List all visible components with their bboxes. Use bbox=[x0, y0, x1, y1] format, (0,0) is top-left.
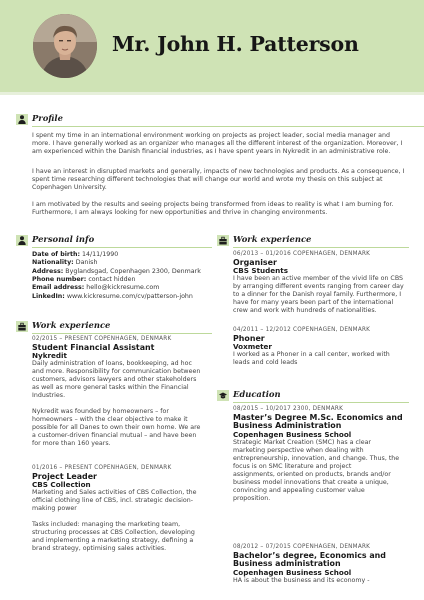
entry-degree: Business administration bbox=[233, 559, 341, 569]
entry-degree: Business Administration bbox=[233, 421, 342, 431]
person-icon bbox=[16, 114, 28, 125]
info-value: 14/11/1990 bbox=[82, 251, 119, 258]
info-label: Nationality: bbox=[32, 259, 74, 267]
work-experience-rule bbox=[233, 247, 409, 248]
info-row bbox=[32, 259, 222, 267]
description-line: as well as more general tasks within the Financial bbox=[32, 384, 189, 392]
info-label: Date of birth: bbox=[32, 251, 80, 258]
personal-info-rule bbox=[32, 247, 212, 248]
personal-info-list bbox=[32, 251, 222, 301]
entry-description bbox=[32, 489, 222, 513]
entry-date: 06/2013 – 01/2016 COPENHAGEN, DENMARK bbox=[233, 251, 371, 257]
description-line: leads and cold leads bbox=[233, 359, 298, 367]
description-line: and more. Responsibility for communication between bbox=[32, 368, 201, 376]
work-entry bbox=[32, 465, 222, 553]
description-line: and implementing a marketing strategy, defining a bbox=[32, 537, 194, 545]
candidate-name: Mr. John H. Patterson bbox=[112, 32, 359, 56]
entry-degree: Master’s Degree M.Sc. Economics and bbox=[233, 412, 403, 422]
description-line: brand strategy, optimising sales activities. bbox=[32, 545, 167, 553]
description-line: Marketing and Sales activities of CBS Collection, the bbox=[32, 489, 197, 497]
entry-institution: Copenhagen Business School bbox=[233, 567, 352, 577]
description-line: for more than 160 years. bbox=[32, 440, 111, 448]
description-line: making power bbox=[32, 505, 77, 513]
info-label: Email address: bbox=[32, 284, 85, 292]
entry-organization: CBS Collection bbox=[32, 480, 91, 490]
description-line: Industries. bbox=[32, 392, 66, 400]
description-line: Tasks included: managing the marketing team, bbox=[32, 521, 181, 529]
description-line: by arranging different events ranging from career day bbox=[233, 283, 404, 291]
entry-date: 04/2011 – 12/2012 COPENHAGEN, DENMARK bbox=[233, 327, 371, 333]
work-experience-rule bbox=[32, 333, 212, 334]
description-line: Nykredit was founded by homeowners – for bbox=[32, 408, 169, 416]
profile-line: I am motivated by the results and seeing projects being transformed from ideas to reality is what I am burning for. bbox=[32, 201, 394, 208]
info-row bbox=[32, 268, 222, 276]
entry-role: Project Leader bbox=[32, 471, 97, 481]
entry-degree: Bachelor’s degree, Economics and bbox=[233, 550, 386, 560]
description-line: business model innovations that create a unique, bbox=[233, 478, 389, 486]
profile-line: I have an interest in disrupted markets and generally, impacts of new technologies and products. As a consequence, I bbox=[32, 168, 405, 175]
description-line: I worked as a Phoner in a call center, worked with bbox=[233, 351, 390, 359]
graduation-cap-icon bbox=[217, 390, 229, 401]
profile-line: more. I have generally worked as an organizer who manages all the different interest of the organization. Moreover, I bbox=[32, 140, 403, 147]
description-line: official clothing line of CBS, incl. strategic decision- bbox=[32, 497, 194, 505]
info-row bbox=[32, 284, 222, 292]
info-label: Address: bbox=[32, 267, 64, 275]
work-experience-title: Work experience bbox=[32, 320, 111, 330]
profile-line: I spent my time in an international environment working on projects as project leader, social media manager and bbox=[32, 132, 390, 139]
entry-date: 08/2012 – 07/2015 COPENHAGEN, DENMARK bbox=[233, 544, 371, 550]
description-line: crew and work with hundreds of nationalities. bbox=[233, 307, 377, 315]
info-value: contact hidden bbox=[88, 276, 136, 284]
entry-role: Student Financial Assistant bbox=[32, 342, 155, 352]
description-line: entrepreneurship, innovation, and change. Thus, the bbox=[233, 454, 400, 462]
entry-organization: CBS Students bbox=[233, 266, 289, 276]
profile-line: Furthermore, I am always looking for new opportunities and thrive in changing environments. bbox=[32, 209, 328, 216]
briefcase-icon bbox=[16, 321, 28, 332]
profile-paragraph bbox=[32, 201, 412, 217]
briefcase-icon bbox=[217, 235, 229, 246]
entry-date: 01/2016 – PRESENT COPENHAGEN, DENMARK bbox=[32, 465, 172, 471]
description-line: homeowners – with the clear objective to make it bbox=[32, 416, 188, 424]
entry-date: 08/2015 – 10/2017 2300, DENMARK bbox=[233, 406, 344, 412]
description-line: marketing perspective when dealing with bbox=[233, 446, 364, 454]
description-line: Strategic Market Creation (SMC) has a clear bbox=[233, 438, 372, 446]
entry-organization: Nykredit bbox=[32, 351, 67, 361]
entry-description bbox=[233, 275, 413, 315]
entry-role: Organiser bbox=[233, 257, 277, 267]
description-line: a customer-driven financial mutual – and have been bbox=[32, 432, 197, 440]
profile-paragraph bbox=[32, 132, 412, 156]
info-value: Danish bbox=[75, 259, 98, 267]
header-divider bbox=[0, 92, 424, 95]
info-label: LinkedIn: bbox=[32, 292, 65, 300]
profile-paragraph bbox=[32, 168, 412, 192]
education-entry bbox=[233, 544, 413, 585]
info-label: Phone number: bbox=[32, 276, 87, 284]
description-line: I have been an active member of the vivid life on CBS bbox=[233, 275, 404, 283]
header-banner bbox=[0, 0, 424, 92]
info-row bbox=[32, 251, 222, 259]
avatar bbox=[33, 14, 97, 78]
entry-description bbox=[233, 577, 413, 585]
entry-organization: Voxmeter bbox=[233, 342, 272, 352]
description-line: HA is about the business and its economy - bbox=[233, 576, 370, 584]
profile-line: spent time researching different technologies that will change our world and wrote my thesis on this subject at bbox=[32, 176, 383, 183]
description-line: assignments, oriented on products, brands and/or bbox=[233, 470, 391, 478]
work-experience-title: Work experience bbox=[233, 234, 312, 244]
description-line: proposition. bbox=[233, 494, 271, 502]
entry-description bbox=[32, 408, 222, 448]
description-line: convincing and appealing customer value bbox=[233, 486, 365, 494]
description-line: to a dinner for the Danish royal family. Furthermore, I bbox=[233, 291, 402, 299]
profile-rule bbox=[32, 126, 424, 127]
work-entry bbox=[233, 251, 413, 315]
education-rule bbox=[233, 402, 409, 403]
entry-description bbox=[32, 521, 222, 553]
entry-description bbox=[233, 439, 413, 503]
portrait-photo bbox=[33, 14, 97, 78]
profile-line: Copenhagen University. bbox=[32, 184, 107, 191]
person-icon bbox=[16, 235, 28, 246]
education-title: Education bbox=[233, 389, 281, 399]
description-line: structuring processes at CBS Collection, developing bbox=[32, 529, 195, 537]
education-entry bbox=[233, 406, 413, 503]
profile-title: Profile bbox=[32, 113, 63, 123]
personal-info-title: Personal info bbox=[32, 234, 95, 244]
description-line: Daily administration of loans, bookkeeping, ad hoc bbox=[32, 360, 192, 368]
work-entry bbox=[233, 327, 413, 367]
description-line: possible for all Danes to own their own home. We are bbox=[32, 424, 201, 432]
info-row bbox=[32, 293, 222, 301]
work-entry bbox=[32, 336, 222, 448]
description-line: focus is on SMC literature and project bbox=[233, 462, 352, 470]
entry-date: 02/2015 – PRESENT COPENHAGEN, DENMARK bbox=[32, 336, 172, 342]
info-value: Byglandsgad, Copenhagen 2300, Denmark bbox=[65, 267, 201, 275]
entry-role: Phoner bbox=[233, 333, 265, 343]
profile-line: am experienced within the Danish financial industries, as I have spent years in Nykredit in an administrative role. bbox=[32, 148, 391, 155]
description-line: customers, advisors lawyers and other stakeholders bbox=[32, 376, 197, 384]
entry-description bbox=[233, 351, 413, 367]
info-value: www.kickresume.com/cv/patterson-john bbox=[66, 292, 193, 300]
entry-description bbox=[32, 360, 222, 400]
entry-institution: Copenhagen Business School bbox=[233, 429, 352, 439]
description-line: have for many years been part of the international bbox=[233, 299, 394, 307]
info-value: hello@kickresume.com bbox=[86, 284, 160, 292]
